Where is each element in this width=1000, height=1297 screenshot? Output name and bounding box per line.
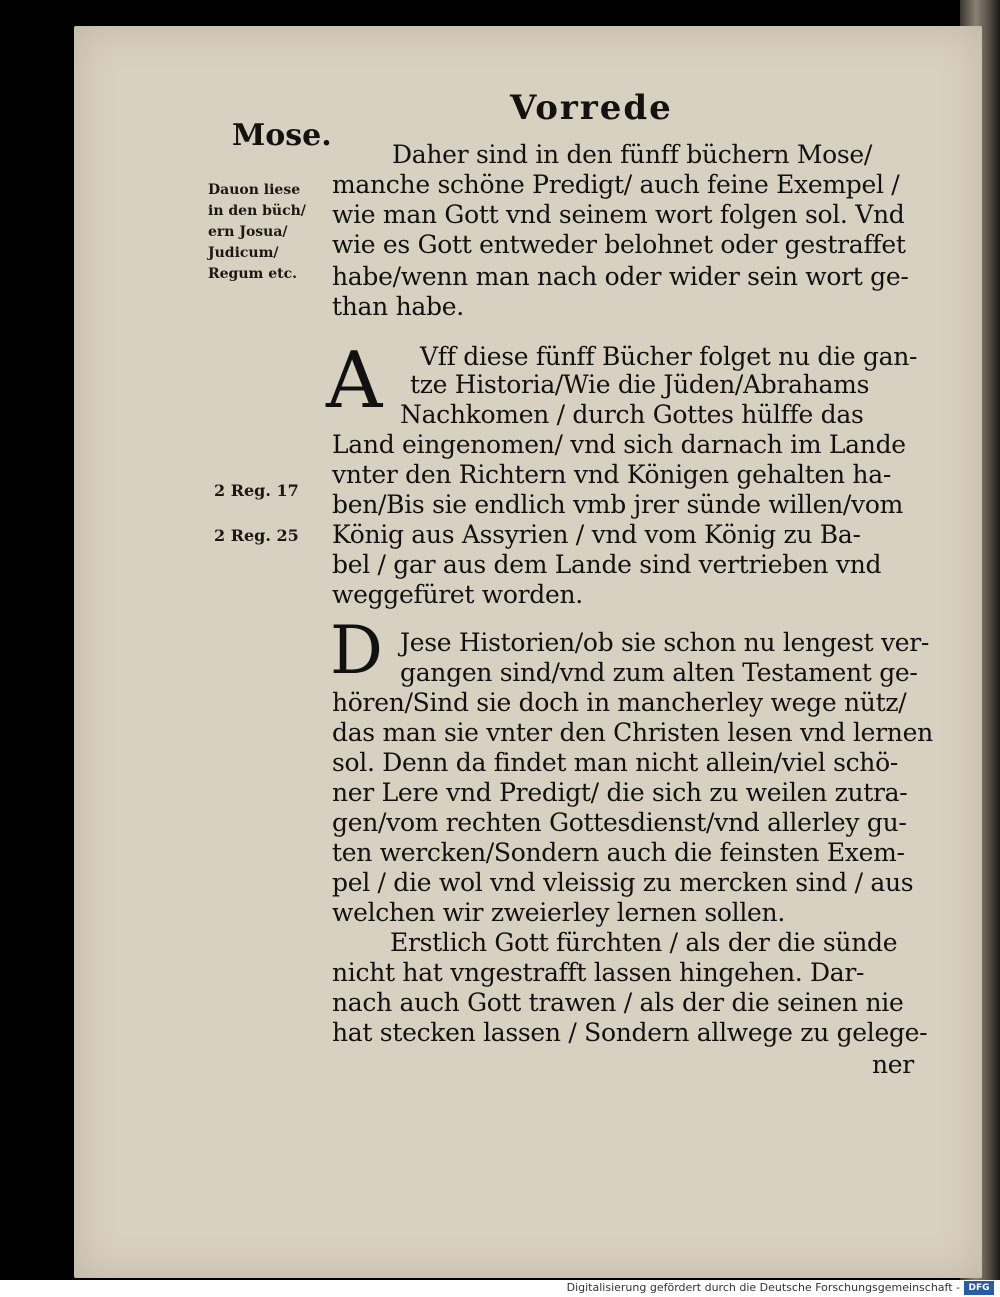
dfg-logo: DFG [964, 1281, 994, 1295]
text-line: König aus Assyrien / vnd vom König zu Ba- [332, 520, 861, 549]
text-line: than habe. [332, 292, 464, 321]
margin-note-line: Judicum/ [208, 245, 279, 261]
text-line: bel / gar aus dem Lande sind vertrieben vnd [332, 550, 882, 579]
text-line: tze Historia/Wie die Jüden/Abrahams [410, 370, 870, 399]
text-line: sol. Denn da findet man nicht allein/viel schö- [332, 748, 899, 777]
initial-capital-d: D [330, 612, 383, 689]
text-line: ten wercken/Sondern auch die feinsten Exem- [332, 838, 905, 867]
footer-credit: Digitalisierung gefördert durch die Deutsche Forschungsgemeinschaft - [566, 1281, 960, 1294]
text-line: Jese Historien/ob sie schon nu lengest ver- [400, 628, 930, 657]
text-line: Erstlich Gott fürchten / als der die sünde [390, 928, 898, 957]
text-line: das man sie vnter den Christen lesen vnd lernen [332, 718, 933, 747]
margin-note-line: ern Josua/ [208, 224, 288, 240]
margin-note-line: Regum etc. [208, 266, 297, 282]
text-line: nicht hat vngestrafft lassen hingehen. Dar- [332, 958, 865, 987]
text-line: ner [872, 1050, 914, 1079]
margin-note-line: Dauon liese [208, 182, 301, 198]
page-heading: Vorrede [510, 88, 673, 128]
text-line: welchen wir zweierley lernen sollen. [332, 898, 785, 927]
text-line: gen/vom rechten Gottesdienst/vnd allerley gu- [332, 808, 907, 837]
text-line: Nachkomen / durch Gottes hülffe das [400, 400, 864, 429]
text-line: Vff diese fünff Bücher folget nu die gan- [420, 342, 918, 371]
text-line: nach auch Gott trawen / als der die seinen nie [332, 988, 904, 1017]
text-line: ben/Bis sie endlich vmb jrer sünde willen/vom [332, 490, 904, 519]
text-line: wie man Gott vnd seinem wort folgen sol. Vnd [332, 200, 905, 229]
text-line: gangen sind/vnd zum alten Testament ge- [400, 658, 918, 687]
text-line: hat stecken lassen / Sondern allwege zu gelege- [332, 1018, 928, 1047]
text-line: habe/wenn man nach oder wider sein wort ge- [332, 262, 909, 291]
text-line: hören/Sind sie doch in mancherley wege nütz/ [332, 688, 907, 717]
margin-note-2: 2 Reg. 17 [214, 481, 299, 500]
text-line: Daher sind in den fünff büchern Mose/ [392, 140, 873, 169]
initial-capital-a: A [326, 336, 383, 426]
text-line: pel / die wol vnd vleissig zu mercken sind / aus [332, 868, 914, 897]
margin-note-3: 2 Reg. 25 [214, 526, 299, 545]
running-head: Mose. [232, 118, 332, 153]
text-line: Land eingenomen/ vnd sich darnach im Lande [332, 430, 906, 459]
text-line: ner Lere vnd Predigt/ die sich zu weilen zutra- [332, 778, 908, 807]
text-line: vnter den Richtern vnd Königen gehalten ha- [332, 460, 891, 489]
margin-note-1 [208, 180, 306, 285]
text-line: wie es Gott entweder belohnet oder gestraffet [332, 230, 906, 259]
margin-note-line: in den büch/ [208, 203, 306, 219]
text-line: weggefüret worden. [332, 580, 583, 609]
footer-bar [0, 1280, 1000, 1297]
text-line: manche schöne Predigt/ auch feine Exempel / [332, 170, 900, 199]
